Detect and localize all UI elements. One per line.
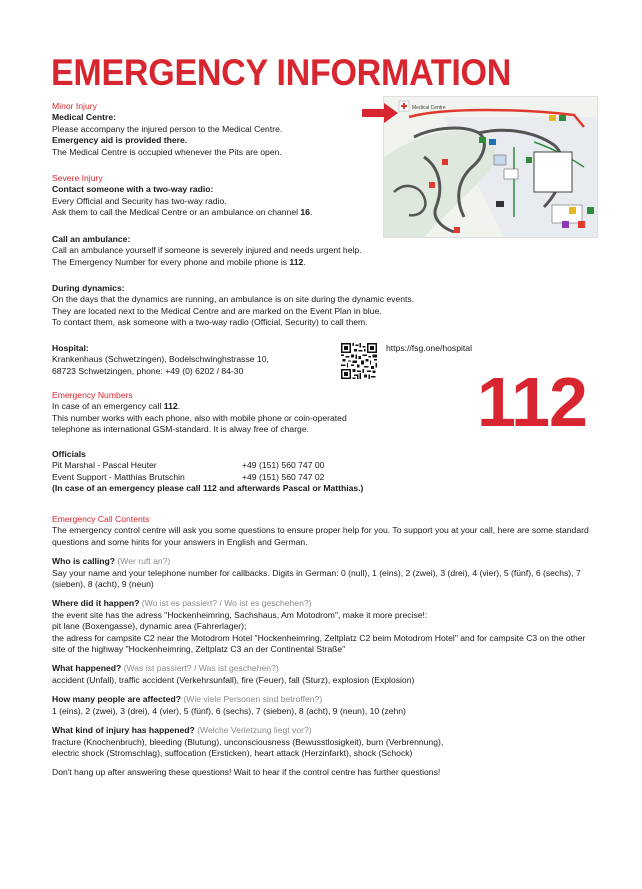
minor-injury-heading: Minor Injury [52,101,97,111]
dynamics-subheading: During dynamics: [52,283,125,293]
hospital-url[interactable]: https://fsg.one/hospital [386,343,472,353]
page-title: EMERGENCY INFORMATION [51,52,512,93]
dynamics-section [52,283,414,329]
answer-where-1: the event site has the adress "Hockenheimring, Sachshaus, Am Motodrom", make it more precise!: [52,609,428,620]
ambulance-subheading: Call an ambulance: [52,234,131,244]
severe-injury-section [52,173,312,219]
radio-subheading: Contact someone with a two-way radio: [52,184,214,195]
numbers-line-2: This number works with each phone, also with mobile phone or coin-operated [52,412,347,423]
official-row [52,460,363,471]
emergency-number-large: 112 [477,363,587,441]
answer-who: Say your name and your telephone number for callbacks. Digits in German: 0 (null), 1 (eins), 2 (zwei), 3 (drei), 4 (vier), 5 (fünf), 6 (sechs), 7 (sieben), 8 (acht), 9 (neun) [52,567,581,590]
question-how-many: How many people are affected? (Wie viele Personen sind betroffen?) [52,694,323,705]
answer-how-many: 1 (eins), 2 (zwei), 3 (drei), 4 (vier), 5 (fünf), 6 (sechs), 7 (sieben), 8 (acht), 9 (neun), 10 (zehn) [52,705,406,716]
question-injury: What kind of injury has happened? (Welche Verletzung liegt vor?) [52,725,312,736]
answer-what: accident (Unfall), traffic accident (Verkehrsunfall), fire (Feuer), fall (Sturz), explosion (Explosion) [52,674,415,685]
severe-injury-heading: Severe Injury [52,173,103,183]
site-map [383,96,598,238]
question-where: Where did it happen? (Wo ist es passiert? / Wo ist es geschehen?) [52,598,312,609]
ambulance-section [52,234,362,268]
numbers-line-3: telephone as international GSM-standard. It is alway free of charge. [52,424,309,435]
ambulance-line-1: Call an ambulance yourself if someone is severely injured and needs urgent help. [52,245,362,256]
medical-centre-subheading: Medical Centre: [52,112,116,123]
emergency-numbers-section [52,390,347,436]
numbers-line-1: In case of an emergency call 112. [52,401,181,412]
answer-where-2: pit lane (Boxengasse), dynamic area (Fahrerlager); [52,621,247,632]
official-name: Pit Marshal - Pascal Heuter [52,460,157,471]
answer-injury-2: electric shock (Stromschlag), suffocation (Ersticken), heart attack (Herzinfarkt), shock (Schock) [52,747,413,758]
dynamics-line-2: They are located next to the Medical Centre and are marked on the Event Plan in blue. [52,305,382,316]
official-row [52,472,363,483]
official-phone[interactable]: +49 (151) 560 747 00 [242,460,325,471]
officials-note: (In case of an emergency please call 112 and afterwards Pascal or Matthias.) [52,483,364,494]
question-who: Who is calling? (Wer ruft an?) [52,556,171,567]
hospital-subheading: Hospital: [52,343,89,353]
hospital-section [52,343,269,377]
ambulance-line-2: The Emergency Number for every phone and mobile phone is 112. [52,256,306,267]
dynamics-line-1: On the days that the dynamics are running, an ambulance is on site during the dynamic events. [52,294,415,305]
map-label: Medical Centre [412,105,446,111]
severe-line-2: Ask them to call the Medical Centre or an ambulance on channel 16. [52,207,313,218]
minor-injury-section [52,101,282,158]
official-name: Event Support - Matthias Brutschin [52,471,185,482]
call-outro: Don't hang up after answering these questions! Wait to hear if the control centre has further questions! [52,767,441,778]
minor-line-2: Emergency aid is provided there. [52,135,188,146]
officials-section [52,449,363,495]
call-intro: The emergency control centre will ask you some questions to ensure proper help for you. To support you at your call, here are some standard questions and some hints for your answers in English and German. [52,525,589,547]
call-contents-section [52,514,592,779]
hospital-qr-code[interactable] [341,343,377,379]
question-what: What happened? (Was ist passiert? / Was ist geschehen?) [52,663,279,674]
arrow-icon [362,103,398,123]
hospital-line-2: 68723 Schwetzingen, phone: +49 (0) 6202 / 84-30 [52,365,244,376]
officials-heading: Officials [52,449,86,459]
dynamics-line-3: To contact them, ask someone with a two-way radio (Official, Security) to call them. [52,317,368,328]
minor-line-1: Please accompany the injured person to the Medical Centre. [52,123,283,134]
minor-line-3: The Medical Centre is occupied whenever the Pits are open. [52,146,282,157]
official-phone[interactable]: +49 (151) 560 747 02 [242,471,325,482]
answer-injury-1: fracture (Knochenbruch), bleeding (Blutung), unconsciousness (Bewusstlosigkeit), burn (Verbrennung), [52,736,444,747]
answer-where-3: the adress for campsite C2 near the Motodrom Hotel "Hockenheimring, Zeltplatz C2 beim Motodrom Hotel" and for campsite C3 on the other site of the highway "Hockenheimring, Zeltplatz C3 an der Continental Straße" [52,632,586,655]
hospital-line-1: Krankenhaus (Schwetzingen), Bodelschwinghstrasse 10, [52,354,269,365]
call-contents-heading: Emergency Call Contents [52,514,150,524]
severe-line-1: Every Official and Security has two-way radio. [52,195,227,206]
emergency-numbers-heading: Emergency Numbers [52,390,133,400]
